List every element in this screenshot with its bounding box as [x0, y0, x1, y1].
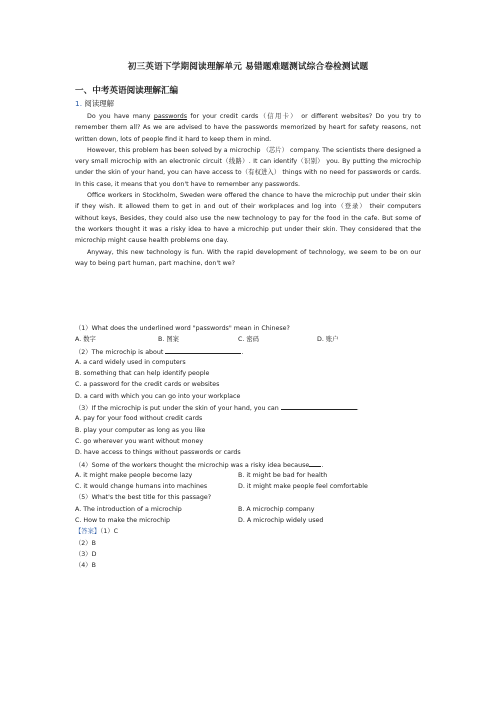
question-5: （5）What's the best title for this passage? [75, 494, 212, 502]
question-text-end: . [356, 405, 359, 413]
answer-row [75, 526, 425, 537]
answer-item: （4）B [75, 562, 96, 570]
option: D. it might make people feel comfortable [238, 483, 368, 491]
option: A. it might make people become lazy [75, 471, 193, 479]
passage-paragraph: Anyway, this new technology is fun. With the rapid development of technology, we seem to be on our way to being part human, part machine, don't we? [75, 248, 421, 267]
question-2 [75, 346, 425, 357]
question-4-options-row [75, 470, 425, 481]
answer-item: （2）B [75, 539, 96, 547]
question-text-end: . [241, 348, 244, 356]
option: C. How to make the microchip [75, 517, 170, 525]
option: C. go wherever you want without money [75, 437, 204, 445]
answer-blank [281, 402, 359, 413]
passage [75, 111, 421, 269]
option: D. 账户 [317, 336, 339, 344]
option: A. pay for your food without credit cards [75, 415, 203, 423]
document-title: 初三英语下学期阅读理解单元 易错题难题测试综合卷检测试题 [127, 62, 369, 72]
option: B. A microchip company [238, 505, 315, 513]
question-label: 阅读理解 [84, 99, 114, 108]
answer-item: （3）D [75, 550, 97, 558]
underlined-word: passwords [153, 113, 188, 120]
answer-item: （1）C [100, 528, 119, 536]
question-5-options-row [75, 515, 425, 526]
question-text-end: . [321, 461, 324, 469]
option: C. 密码 [238, 336, 259, 344]
passage-text: for your credit cards（信用卡） or different websites? Do you try to remember them all? As we are advised to have the passwords memorized by heart for safety reasons, not written down, lots of people find it hard to keep them in mind. [75, 113, 421, 143]
section-heading: 一、中考英语阅读理解汇编 [75, 86, 179, 96]
option: A. a card widely used in computers [75, 358, 186, 366]
option: B. 图案 [158, 336, 179, 344]
option: C. a password for the credit cards or websites [75, 381, 220, 389]
question-heading [75, 98, 114, 109]
question-text: （4）Some of the workers thought the microchip was a risky idea because [75, 461, 310, 469]
passage-text: Do you have many [87, 113, 154, 120]
option: C. it would change humans into machines [75, 483, 208, 491]
question-1-options [75, 334, 425, 345]
passage-paragraph [75, 111, 421, 145]
answer-blank [165, 346, 244, 356]
passage-paragraph: Office workers in Stockholm, Sweden were offered the chance to have the microchip put under their skin if they wish. It allowed them to get in and out of their workplaces and log into（登录） their computers without keys, Besides, they could also use the new technology to pay for the food in the cafe. But some of the workers thought it was a risky idea to have a microchip put under their skin. They considered that the microchip might cause health problems one day. [75, 192, 421, 245]
answer-blank [309, 459, 324, 469]
option: B. play your computer as long as you like [75, 426, 206, 434]
question-4-options-row [75, 481, 425, 492]
question-text: （3）If the microchip is put under the skin of your hand, you can [75, 405, 281, 413]
option: D. have access to things without passwords or cards [75, 449, 241, 457]
passage-paragraph: However, this problem has been solved by a microchip （芯片） company. The scientists there designed a very small microchip with an electronic circuit（线路）. It can identify（识别） you. By putting the microchip under the skin of your hand, you can have access to（有权进入） things with no need for passwords or cards. In this case, it means that you don't have to remember any passwords. [75, 146, 421, 188]
option: B. it might be bad for health [238, 471, 328, 479]
question-4 [75, 459, 425, 470]
question-1: （1）What does the underlined word "passwords" mean in Chinese? [75, 325, 290, 332]
questions [75, 323, 425, 572]
option: B. something that can help identify people [75, 370, 210, 378]
question-3 [75, 402, 425, 413]
question-text: （2）The microchip is about [75, 348, 166, 356]
question-5-options-row [75, 504, 425, 515]
answer-label: 【答案】 [75, 528, 101, 536]
option: A. 数字 [75, 336, 96, 344]
option: A. The introduction of a microchip [75, 505, 182, 513]
option: D. A microchip widely used [238, 517, 324, 525]
question-number: 1. [75, 99, 83, 108]
option: D. a card with which you can go into your workplace [75, 392, 241, 400]
